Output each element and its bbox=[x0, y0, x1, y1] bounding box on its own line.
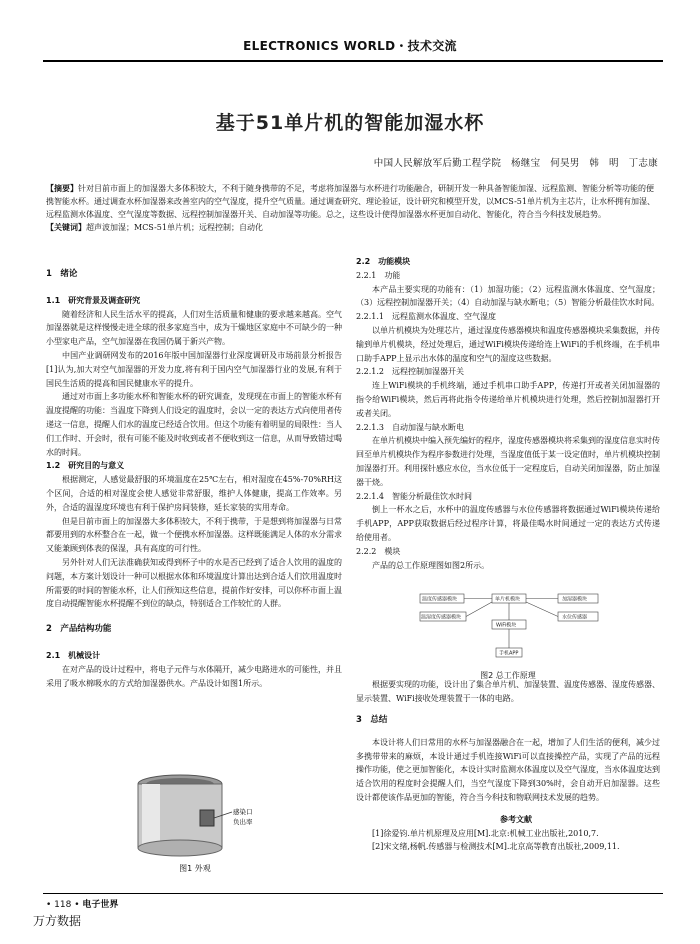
paragraph: 随着经济和人民生活水平的提高，人们对生活质量和健康的要求越来越高。空气加湿器就是这样慢慢走进全球的很多家庭当中，成为干燥地区家庭中不可缺少的一种小型家电产品，空气加湿器在我国仍属于新兴产物。 bbox=[46, 309, 342, 347]
fig2-node: 温湿度传感器模块 bbox=[421, 614, 462, 621]
source-watermark: 万方数据 bbox=[33, 914, 82, 928]
fig2-node: 单片机模块 bbox=[495, 596, 521, 603]
keywords-text: 超声波加湿；MCS-51单片机；远程控制；自动化 bbox=[86, 223, 263, 232]
left-column bbox=[46, 268, 342, 690]
right-column bbox=[356, 255, 660, 854]
fig2-node: 加湿器模块 bbox=[562, 596, 588, 603]
header-rule bbox=[43, 60, 663, 62]
fig1-label-2: 负出率 bbox=[233, 818, 253, 826]
paragraph: 但是目前市面上的加湿器大多体积较大，不利于携带，于是想到将加湿器与日常都要用到的水杯整合在一起，做一个便携水杯加湿器。这样既能满足人体的水分需求又能兼顾到体表的保湿，具有高度的可行性。 bbox=[46, 516, 342, 554]
reference-item: [2]宋文绪,杨帆.传感器与检测技术[M].北京高等教育出版社,2009,11. bbox=[372, 842, 620, 852]
section-1-heading: 1 绪论 bbox=[46, 269, 78, 279]
paragraph: 连上WiFi模块的手机终端，通过手机串口助手APP，传递打开或者关闭加湿器的指令给WiFi模块，然后再将此指令传递给单片机模块进行处理，然后控制加湿器打开或者关闭。 bbox=[356, 381, 660, 418]
fig2-node: 手机APP bbox=[499, 650, 519, 657]
abstract-label: 【摘要】 bbox=[46, 184, 78, 193]
section-1-2-heading: 1.2 研究目的与意义 bbox=[46, 461, 125, 471]
footer-rule bbox=[43, 893, 663, 894]
journal-header: ELECTRONICS WORLD・技术交流 bbox=[243, 39, 457, 53]
paragraph: 在单片机模块中编入预先编好的程序，湿度传感器模块将采集到的湿度信息实时传回至单片机模块作为程序参数进行处理，当湿度值低于某一设定值时，单片机模块控制加湿器打开。利用探针感应水位，当水位低于一定程度后，自动关闭加湿器，防止加湿器干烧。 bbox=[356, 436, 660, 487]
fig2-node: 温度传感器模块 bbox=[422, 596, 458, 603]
paragraph: 根据要实现的功能，设计出了集合单片机、加湿装置、温度传感器、湿度传感器、显示装置、WiFi接收处理装置于一体的电路。 bbox=[356, 680, 660, 704]
fig2-node: 水位传感器 bbox=[562, 614, 588, 621]
section-2-2-1-1-heading: 2.2.1.1 远程监测水体温度、空气湿度 bbox=[356, 312, 496, 322]
page-number bbox=[46, 897, 118, 910]
fig1-label-1: 感染口 bbox=[233, 808, 253, 816]
paper-title: 基于51单片机的智能加湿水杯 bbox=[215, 112, 485, 134]
authors: 中国人民解放军后勤工程学院 杨继宝 何昊男 韩 明 丁志康 bbox=[373, 158, 658, 169]
section-2-1-heading: 2.1 机械设计 bbox=[46, 650, 101, 660]
paragraph: 通过对市面上多功能水杯和智能水杯的研究调查，发现现在市面上的智能水杯有温度提醒的功能：当温度下降到人们设定的温度时，会以一定的表达方式向使用者传递这一信息，提醒人们水的温度已经适合饮用。但这个功能有着明显的局限性：当人们工作时、开会时，很有可能不能及时收到或者不便收到这一信息，从而导致错过喝水的时间。 bbox=[46, 392, 342, 457]
figure-1-cup-illustration bbox=[112, 772, 292, 858]
section-2-heading: 2 产品结构功能 bbox=[46, 624, 112, 635]
section-2-2-1-3-heading: 2.2.1.3 自动加湿与缺水断电 bbox=[356, 422, 464, 432]
figure-2-caption: 图2 总工作原理 bbox=[480, 671, 536, 680]
paragraph: 本设计将人们日常用的水杯与加湿器融合在一起，增加了人们生活的便利，减少过多携带带来的麻烦，本设计通过手机连接WiFi可以直接操控产品，实现了产品的远程操作功能，使之更加智能化，本设计实时监测水体温度以及空气湿度，当水体温度达到适合饮用的程度时会提醒人们，当空气湿度下降到30%时，会自动开启加湿器。这些设计都使该作品更加的智能，符合当今科技和物联网技术发展的趋势。 bbox=[356, 737, 660, 802]
paragraph: 本产品主要实现的功能有：（1）加湿功能；（2）远程监测水体温度、空气湿度；（3）远程控制加湿器开关；（4）自动加湿与缺水断电；（5）智能分析最佳饮水时间。 bbox=[356, 284, 660, 308]
section-2-2-heading: 2.2 功能模块 bbox=[356, 257, 411, 266]
paragraph: 以单片机模块为处理芯片，通过湿度传感器模块和温度传感器模块采集数据，并传输到单片机模块，经过处理后，通过WiFi模块传递给连上WiFi的手机终端，在手机串口助手APP上显示出水体的温度和空气的湿度这些数据。 bbox=[356, 325, 660, 363]
paragraph: 产品的总工作原理图如图2所示。 bbox=[372, 560, 490, 570]
section-1-1-heading: 1.1 研究背景及调查研究 bbox=[46, 295, 141, 305]
footer-journal: 电子世界 bbox=[82, 900, 119, 910]
paragraph: 根据测定，人感觉最舒服的环境温度在25℃左右，相对湿度在45%-70%RH这个区间，合适的相对湿度会使人感觉非常舒服，维护人体健康，提高工作效率。另外，合适的温湿度环境也有利于保护房间装修，延长家装的实用寿命。 bbox=[46, 475, 342, 512]
paragraph: 在对产品的设计过程中，将电子元件与水体隔开，减少电路进水的可能性，并且采用了吸水棉吸水的方式给加湿器供水。产品设计如图1所示。 bbox=[46, 664, 342, 688]
keywords-label: 【关键词】 bbox=[46, 223, 86, 232]
paragraph: 倒上一杯水之后，水杯中的温度传感器与水位传感器将数据通过WiFi模块传递给手机APP，APP获取数据后经过程序计算，将最佳喝水时间通过一定的表达方式传递给使用者。 bbox=[356, 505, 660, 542]
section-2-2-2-heading: 2.2.2 模块 bbox=[356, 546, 401, 556]
paragraph: 另外针对人们无法准确获知或得到杯子中的水是否已经到了适合人饮用的温度的问题，本方案计划设计一种可以根据水体和环境温度计算出达到合适人们饮用温度时所需要的时间的智能水杯，让人们预知这些信息，提前作好安排，可以你杯市面上温度自动提醒智能水杯提醒不到位的缺点，特别适合工作较忙的人群。 bbox=[46, 557, 342, 609]
paragraph: 中国产业调研网发布的2016年版中国加湿器行业深度调研及市场前景分析报告[1]认为,加大对空气加湿器的开发力度,将有利于国内空气加湿器行业的发展,有利于国民生活质的提高和国民健康水平的提升。 bbox=[46, 350, 342, 388]
section-2-2-1-2-heading: 2.2.1.2 远程控制加湿器开关 bbox=[356, 367, 464, 377]
section-2-2-1-4-heading: 2.2.1.4 智能分析最佳饮水时间 bbox=[356, 491, 472, 501]
figure-2-block-diagram bbox=[418, 582, 614, 668]
section-2-2-1-heading: 2.2.1 功能 bbox=[356, 270, 401, 280]
abstract-text: 针对目前市面上的加湿器大多体积较大，不利于随身携带的不足，考虑将加湿器与水杯进行功能融合，研制开发一种具备智能加湿、远程监测、智能分析等功能的便携智能水杯。通过调查水杯加湿器来改善室内的空气湿度，提升空气质量。通过调查研究、理论验证，设计研究和模型开发，以MCS-51单片机为主芯片，让水杯拥有加湿、远程监测水体温度、空气湿度等数据、远程控制加湿器开关、自动加湿等功能。总之，这些设计使得加湿器水杯更加自动化、智能化，符合当今科技发展趋势。 bbox=[46, 184, 655, 219]
fig2-node: WiFi模块 bbox=[496, 622, 517, 629]
reference-item: [1]徐爱钧.单片机原理及应用[M].北京:机械工业出版社,2010,7. bbox=[372, 828, 599, 838]
references-heading: 参考文献 bbox=[500, 814, 532, 824]
page-number-text: • 118 • bbox=[46, 900, 80, 910]
figure-1-caption: 图1 外观 bbox=[179, 864, 211, 873]
section-3-heading: 3 总结 bbox=[356, 714, 388, 725]
abstract-block bbox=[46, 182, 660, 234]
